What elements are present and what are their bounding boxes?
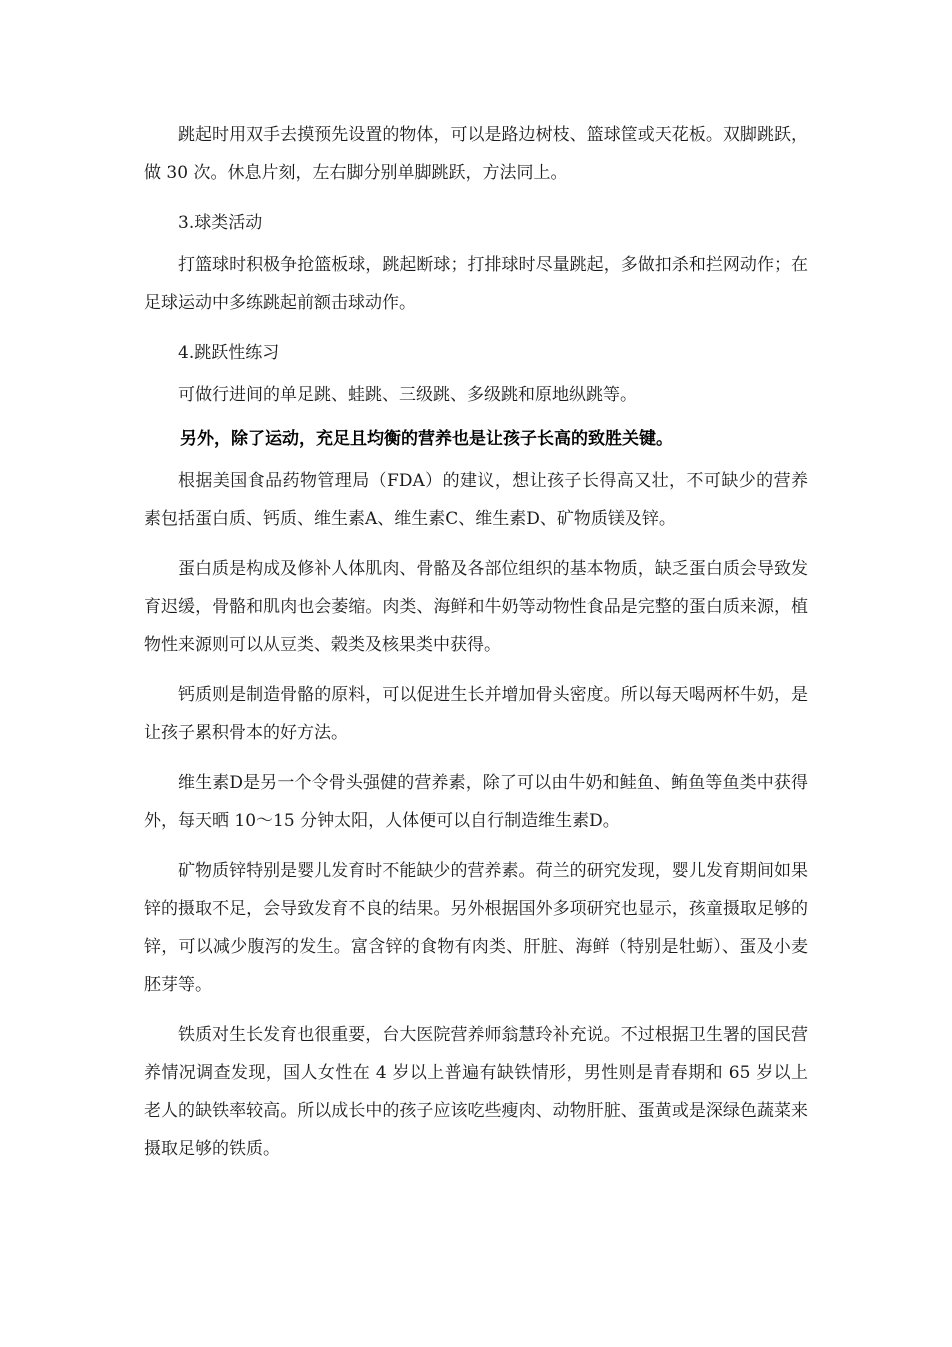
paragraph-vitamin-d: 维生素D是另一个令骨头强健的营养素，除了可以由牛奶和鲑鱼、鲔鱼等鱼类中获得外，每天晒 10～15 分钟太阳，人体便可以自行制造维生素D。 (144, 773, 808, 831)
paragraph-fda-advice: 根据美国食品药物管理局（FDA）的建议，想让孩子长得高又壮，不可缺少的营养素包括蛋白质、钙质、维生素A、维生素C、维生素D、矿物质镁及锌。 (144, 471, 808, 529)
section-heading-ball-sports: 3.球类活动 (178, 213, 263, 233)
paragraph-ball-sports: 打篮球时积极争抢篮板球，跳起断球；打排球时尽量跳起，多做扣杀和拦网动作；在足球运动中多练跳起前额击球动作。 (144, 255, 808, 313)
highlight-nutrition-key: 另外，除了运动，充足且均衡的营养也是让孩子长高的致胜关键。 (180, 429, 673, 449)
paragraph-calcium: 钙质则是制造骨骼的原料，可以促进生长并增加骨头密度。所以每天喝两杯牛奶，是让孩子累积骨本的好方法。 (144, 685, 808, 743)
paragraph-protein: 蛋白质是构成及修补人体肌肉、骨骼及各部位组织的基本物质，缺乏蛋白质会导致发育迟缓，骨骼和肌肉也会萎缩。肉类、海鲜和牛奶等动物性食品是完整的蛋白质来源，植物性来源则可以从豆类、榖类及核果类中获得。 (144, 559, 808, 655)
paragraph-zinc: 矿物质锌特别是婴儿发育时不能缺少的营养素。荷兰的研究发现，婴儿发育期间如果锌的摄取不足，会导致发育不良的结果。另外根据国外多项研究也显示，孩童摄取足够的锌，可以减少腹泻的发生。富含锌的食物有肉类、肝脏、海鲜（特别是牡蛎）、蛋及小麦胚芽等。 (144, 861, 808, 995)
paragraph-jump-touch: 跳起时用双手去摸预先设置的物体，可以是路边树枝、篮球筐或天花板。双脚跳跃，做 30 次。休息片刻，左右脚分别单脚跳跃，方法同上。 (144, 125, 808, 183)
paragraph-iron: 铁质对生长发育也很重要，台大医院营养师翁慧玲补充说。不过根据卫生署的国民营养情况调查发现，国人女性在 4 岁以上普遍有缺铁情形，男性则是青春期和 65 岁以上老人的缺铁率较高。所以成长中的孩子应该吃些瘦肉、动物肝脏、蛋黄或是深绿色蔬菜来摄取足够的铁质。 (144, 1025, 808, 1159)
document-body (144, 116, 808, 1180)
section-heading-jump-practice: 4.跳跃性练习 (178, 343, 280, 363)
paragraph-jump-practice: 可做行进间的单足跳、蛙跳、三级跳、多级跳和原地纵跳等。 (178, 385, 637, 405)
